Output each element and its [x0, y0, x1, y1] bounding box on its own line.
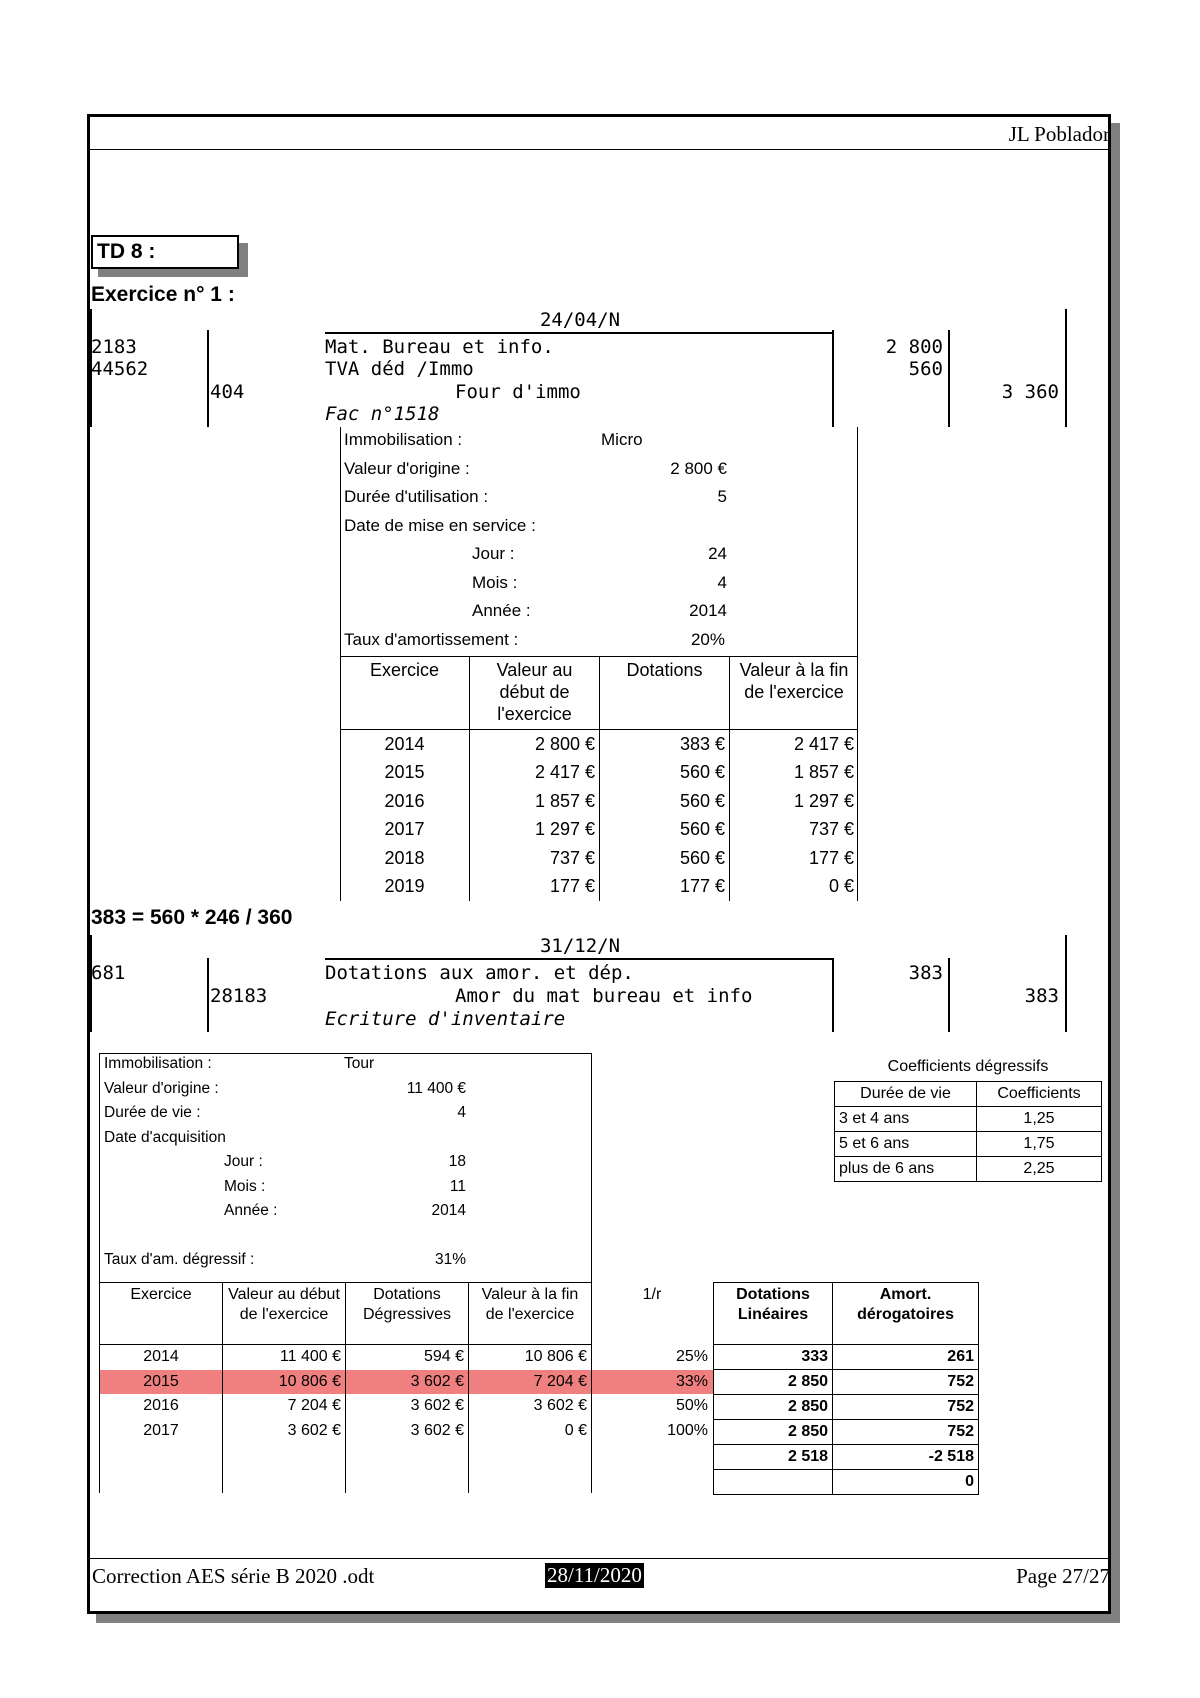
- table-row: [100, 1419, 713, 1444]
- table-cell: 752: [833, 1370, 979, 1395]
- table-cell: 2 417 €: [793, 733, 854, 754]
- info-label: Taux d'am. dégressif :: [104, 1251, 255, 1268]
- table-header-row: [100, 1283, 713, 1345]
- table-cell: 1 857 €: [793, 762, 854, 783]
- table-cell: 737 €: [470, 844, 600, 873]
- table-cell: 752: [833, 1395, 979, 1420]
- table-cell: 2018: [340, 844, 470, 873]
- column-header: Exercice: [100, 1283, 223, 1345]
- info-label: Année :: [472, 601, 531, 620]
- table-row: [340, 787, 858, 816]
- info-label: Immobilisation :: [104, 1055, 212, 1072]
- formula: 383 = 560 * 246 / 360: [91, 906, 293, 929]
- info-row: [344, 487, 764, 516]
- info-value: 5: [717, 487, 727, 506]
- header-author: JL Poblador: [1008, 122, 1110, 146]
- info-value: 31%: [434, 1251, 466, 1268]
- table-cell: 2014: [100, 1345, 223, 1370]
- journal-rule: [832, 330, 834, 427]
- table-cell: 11 400 €: [223, 1345, 346, 1370]
- table-cell: 10 806 €: [469, 1345, 592, 1370]
- column-header: 1/r: [642, 1285, 662, 1303]
- info-row: [104, 1055, 584, 1080]
- table-cell: 2,25: [977, 1157, 1102, 1182]
- info-label: Durée d'utilisation :: [344, 487, 489, 506]
- info-label: Durée de vie :: [104, 1104, 201, 1121]
- column-header: Valeur au début de l'exercice: [223, 1283, 346, 1345]
- info-row: [104, 1104, 584, 1129]
- table-cell: 100%: [667, 1421, 708, 1439]
- info-value: 4: [717, 572, 727, 592]
- debit-account: 44562: [91, 358, 149, 380]
- table-cell: 2015: [100, 1370, 223, 1395]
- table-cell: 560 €: [600, 787, 730, 816]
- info-label: Taux d'amortissement :: [344, 629, 519, 649]
- table-row: [714, 1395, 979, 1420]
- info-value: 2014: [689, 601, 727, 620]
- table-cell: 737 €: [808, 819, 854, 840]
- table-cell: 2 518: [714, 1445, 833, 1470]
- table-cell: 7 204 €: [469, 1370, 592, 1395]
- table-row: [340, 844, 858, 873]
- info-value: 24: [708, 544, 727, 563]
- table-row: [714, 1370, 979, 1395]
- info-label: Jour :: [472, 544, 515, 563]
- info-label: Année :: [224, 1202, 278, 1219]
- info-label: Mois :: [472, 572, 518, 592]
- table-cell: 1,25: [977, 1107, 1102, 1132]
- table-cell: 0 €: [469, 1419, 592, 1444]
- table-row-empty: [100, 1443, 713, 1493]
- td-title: [91, 235, 239, 269]
- table-cell: 2016: [100, 1394, 223, 1419]
- table-row-highlighted: [100, 1370, 713, 1395]
- debit-account: 2183: [91, 336, 137, 358]
- info-row: [344, 516, 764, 545]
- linear-table: [713, 1282, 979, 1495]
- credit-account: 404: [210, 381, 245, 403]
- journal-rule: [948, 330, 950, 427]
- table-row: [714, 1445, 979, 1470]
- info-value: 18: [448, 1153, 466, 1170]
- info-row: [344, 601, 764, 630]
- journal-rule: [1065, 935, 1067, 1032]
- table-cell: 2015: [340, 759, 470, 788]
- table-cell: 2 850: [714, 1395, 833, 1420]
- info-row: [104, 1202, 584, 1227]
- info-row: [344, 630, 764, 659]
- info-row: [344, 430, 764, 459]
- table-cell: 50%: [675, 1397, 708, 1415]
- table-cell: 5 et 6 ans: [835, 1132, 977, 1157]
- credit-account: 28183: [210, 985, 268, 1007]
- journal-date: 24/04/N: [539, 309, 621, 331]
- debit-amount: 560: [908, 358, 943, 380]
- info-value: 2 800 €: [670, 458, 727, 478]
- info-value: 2014: [431, 1202, 466, 1219]
- table-row: [714, 1470, 979, 1495]
- column-header: Dotations Linéaires: [714, 1283, 833, 1345]
- journal-rule: [1065, 309, 1067, 427]
- journal-rule: [325, 332, 833, 334]
- debit-account: 681: [91, 962, 126, 984]
- column-header: Amort. dérogatoires: [833, 1283, 979, 1345]
- plan-table: [99, 1282, 713, 1493]
- table-cell: 2019: [340, 873, 470, 902]
- table-row: [714, 1420, 979, 1445]
- info-row: [344, 459, 764, 488]
- credit-amount: 3 360: [1001, 381, 1059, 403]
- table-cell: 752: [833, 1420, 979, 1445]
- table-row: [340, 730, 858, 759]
- table-cell: 10 806 €: [223, 1370, 346, 1395]
- table-cell: 560 €: [600, 844, 730, 873]
- entry-label: Dotations aux amor. et dép.: [325, 962, 634, 984]
- coefficients-title: Coefficients dégressifs: [887, 1058, 1049, 1075]
- footer-rule: [90, 1558, 1108, 1559]
- table-row: [340, 873, 858, 902]
- info-row: [104, 1251, 584, 1276]
- header-rule: [90, 149, 1108, 150]
- plan-table: [340, 656, 858, 901]
- table-row: [835, 1107, 1102, 1132]
- info-label: Immobilisation :: [344, 430, 463, 449]
- table-cell: 0 €: [828, 876, 854, 897]
- table-row: [100, 1345, 713, 1370]
- footer-date: 28/11/2020: [547, 1563, 642, 1587]
- footer-filename: Correction AES série B 2020 .odt: [92, 1564, 375, 1588]
- journal-rule: [207, 330, 209, 427]
- column-header: Dotations Dégressives: [346, 1283, 469, 1345]
- table-cell: 177 €: [600, 873, 730, 902]
- coefficients-table: [834, 1081, 1102, 1182]
- entry-label: TVA déd /Immo: [325, 358, 474, 380]
- journal-rule: [832, 958, 834, 1032]
- column-header: Coefficients: [977, 1082, 1102, 1107]
- info-row: [104, 1129, 584, 1154]
- table-cell: 2016: [340, 787, 470, 816]
- table-row: [714, 1345, 979, 1370]
- info-label: Valeur d'origine :: [344, 458, 470, 478]
- plan-info: [344, 430, 764, 658]
- info-value: 11: [449, 1177, 466, 1195]
- column-header: Valeur à la fin de l'exercice: [469, 1283, 592, 1345]
- table-cell: 1,75: [977, 1132, 1102, 1157]
- table-cell: 261: [833, 1345, 979, 1370]
- table-cell: [714, 1470, 833, 1495]
- journal-rule: [948, 958, 950, 1032]
- table-cell: 2017: [340, 816, 470, 845]
- table-cell: 560 €: [600, 816, 730, 845]
- plan-info: [104, 1055, 584, 1276]
- table-cell: 2017: [100, 1419, 223, 1444]
- table-cell: 2 417 €: [470, 759, 600, 788]
- journal-date: 31/12/N: [539, 935, 621, 957]
- table-cell: 3 602 €: [346, 1419, 469, 1444]
- debit-amount: 2 800: [885, 336, 943, 358]
- table-header-row: [835, 1082, 1102, 1107]
- table-header-row: [714, 1283, 979, 1345]
- table-row: [340, 816, 858, 845]
- info-row: [104, 1153, 584, 1178]
- info-value: Tour: [344, 1055, 375, 1072]
- table-cell: 1 297 €: [470, 816, 600, 845]
- credit-label: Amor du mat bureau et info: [455, 985, 753, 1007]
- footer-page: Page 27/27: [1016, 1564, 1110, 1588]
- info-value: 4: [457, 1104, 466, 1121]
- table-cell: 2 850: [714, 1370, 833, 1395]
- table-cell: 333: [714, 1345, 833, 1370]
- info-row: [344, 573, 764, 602]
- entry-reference: Ecriture d'inventaire: [325, 1008, 566, 1030]
- info-label: Date d'acquisition: [104, 1128, 226, 1146]
- info-value: 20%: [690, 629, 725, 649]
- table-cell: 594 €: [346, 1345, 469, 1370]
- table-row: [835, 1132, 1102, 1157]
- table-cell: 0: [833, 1470, 979, 1495]
- info-value: 11 400 €: [406, 1079, 466, 1097]
- journal-rule: [207, 958, 209, 1032]
- table-cell: -2 518: [833, 1445, 979, 1470]
- debit-amount: 383: [908, 962, 943, 984]
- table-cell: 177 €: [808, 847, 854, 868]
- info-row: [104, 1080, 584, 1105]
- credit-amount: 383: [1024, 985, 1059, 1007]
- table-cell: 3 602 €: [469, 1394, 592, 1419]
- info-row: [344, 544, 764, 573]
- column-header: Valeur au début de l'exercice: [470, 657, 600, 730]
- info-label: Date de mise en service :: [344, 515, 536, 535]
- table-header-row: [340, 657, 858, 730]
- table-cell: 1 857 €: [470, 787, 600, 816]
- column-header: Valeur à la fin de l'exercice: [730, 657, 859, 730]
- column-header: Exercice: [340, 657, 470, 730]
- table-row: [100, 1394, 713, 1419]
- exercise-title: Exercice n° 1 :: [91, 283, 235, 306]
- table-cell: 25%: [675, 1348, 708, 1365]
- table-cell: 560 €: [600, 759, 730, 788]
- table-cell: 3 602 €: [346, 1370, 469, 1395]
- entry-reference: Fac n°1518: [325, 403, 440, 425]
- table-cell: 383 €: [600, 730, 730, 759]
- td-title-text: TD 8 :: [97, 240, 156, 263]
- table-cell: 1 297 €: [793, 790, 854, 811]
- table-cell: 2 800 €: [470, 730, 600, 759]
- table-cell: plus de 6 ans: [835, 1157, 977, 1182]
- info-label: Jour :: [224, 1153, 263, 1170]
- table-cell: 3 602 €: [346, 1394, 469, 1419]
- table-cell: 2 850: [714, 1420, 833, 1445]
- table-cell: 177 €: [470, 873, 600, 902]
- info-label: Valeur d'origine :: [104, 1079, 219, 1097]
- table-cell: 3 et 4 ans: [835, 1107, 977, 1132]
- info-label: Mois :: [224, 1177, 266, 1195]
- journal-rule: [325, 958, 833, 960]
- entry-label: Mat. Bureau et info.: [325, 336, 554, 358]
- info-value: Micro: [601, 430, 643, 449]
- column-header: Dotations: [600, 657, 730, 730]
- table-row: [835, 1157, 1102, 1182]
- table-cell: 7 204 €: [223, 1394, 346, 1419]
- credit-label: Four d'immo: [455, 381, 581, 403]
- table-cell: 33%: [592, 1370, 713, 1395]
- table-cell: 3 602 €: [223, 1419, 346, 1444]
- table-row: [340, 759, 858, 788]
- column-header: Durée de vie: [835, 1082, 977, 1107]
- info-row: [104, 1178, 584, 1203]
- table-cell: 2014: [340, 730, 470, 759]
